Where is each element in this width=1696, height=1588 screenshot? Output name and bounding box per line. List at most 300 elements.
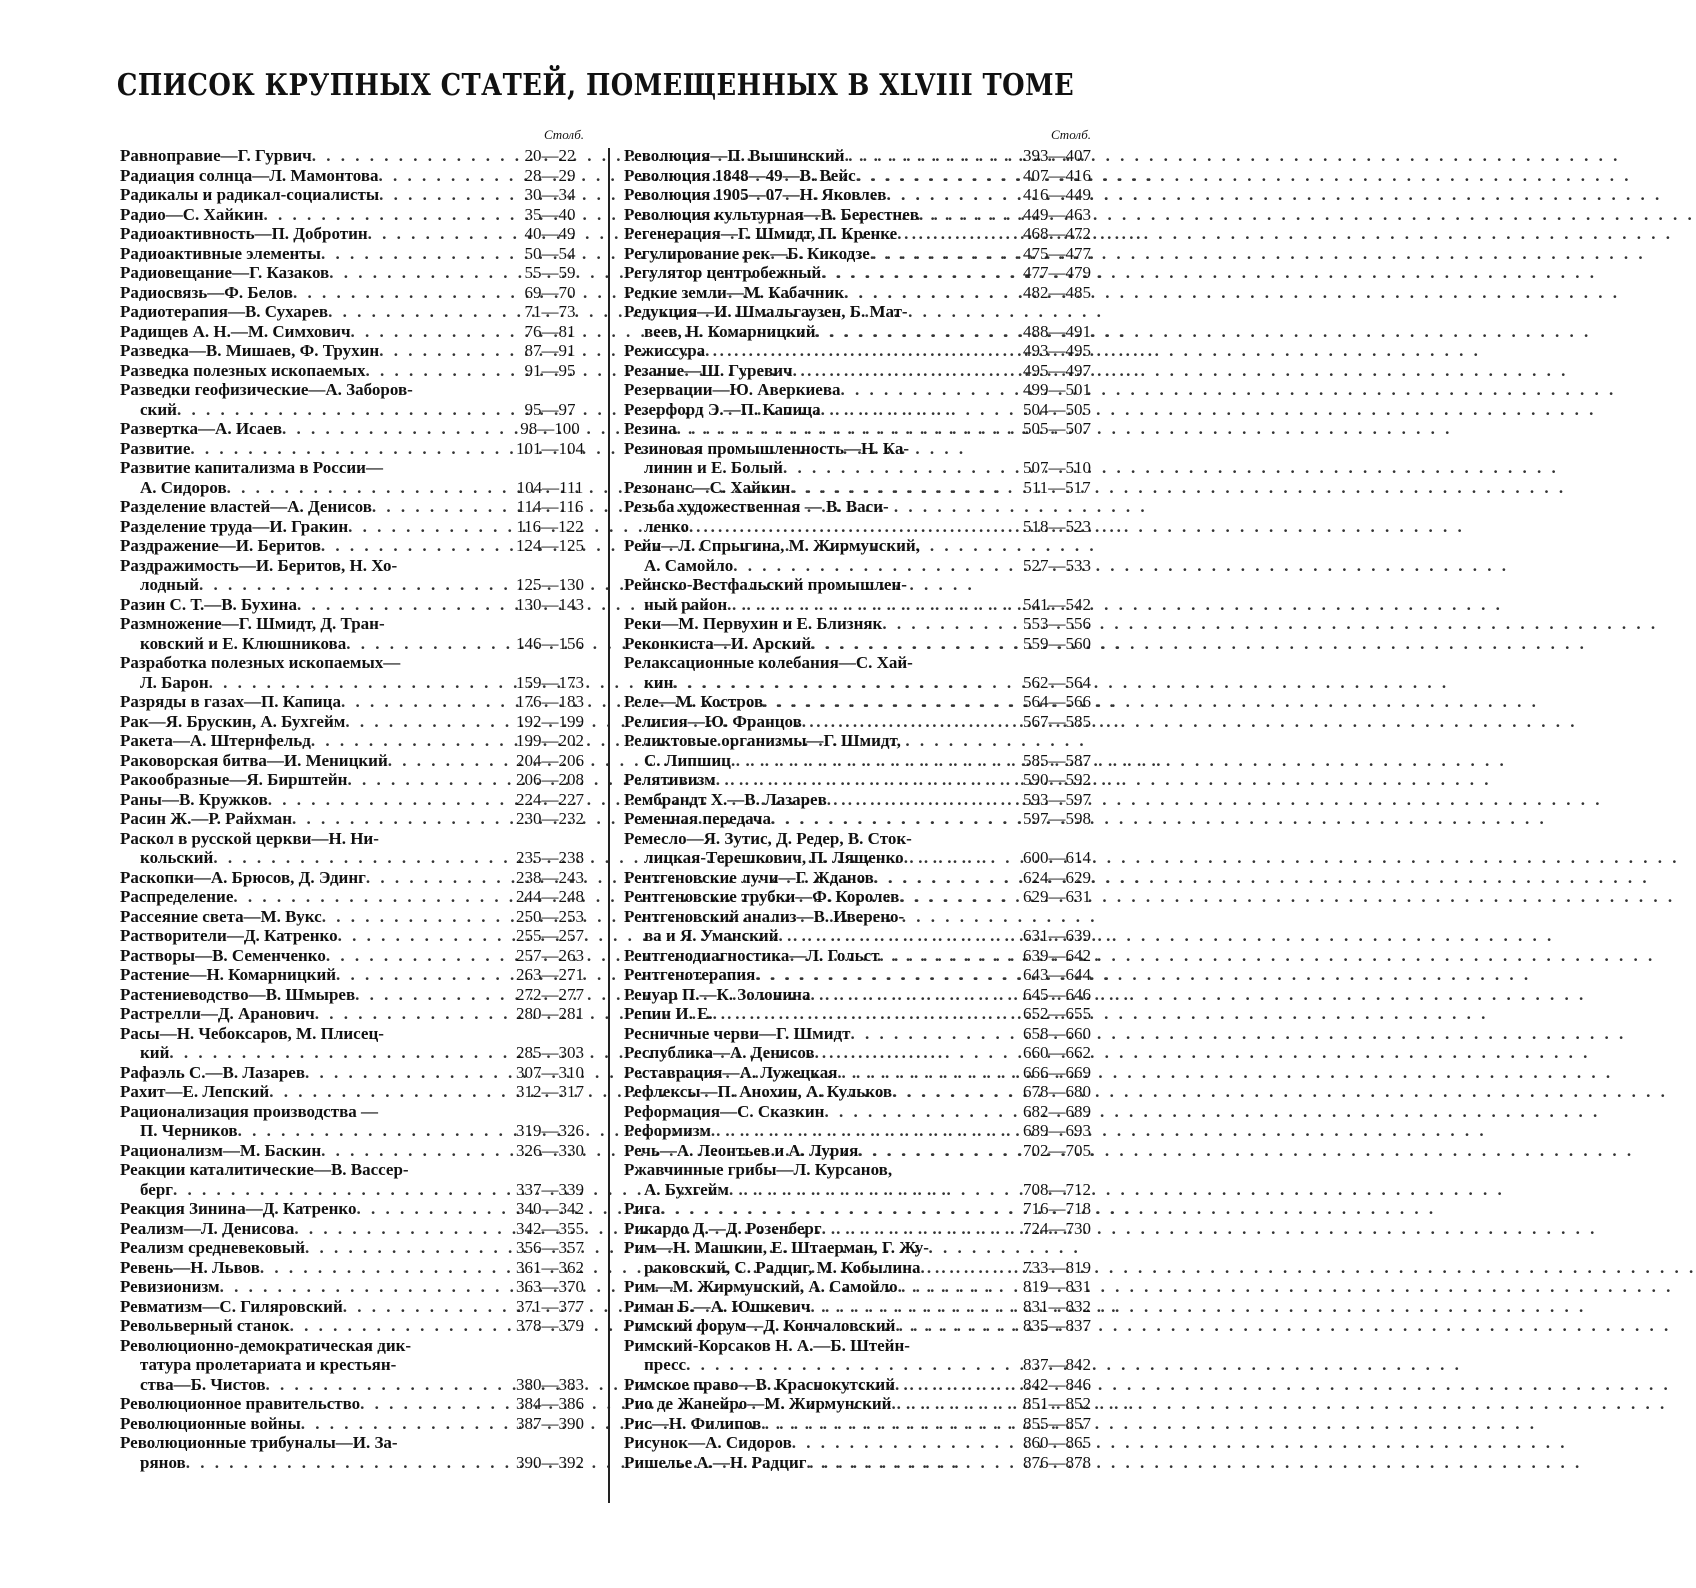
index-entry xyxy=(624,380,1101,400)
entry-pages: 527—533 xyxy=(1023,555,1091,575)
entry-line xyxy=(624,868,1101,888)
leader-dots xyxy=(677,419,1013,439)
entry-title: Рафаэль С.—В. Лазарев xyxy=(120,1062,306,1082)
index-entry xyxy=(624,770,1101,790)
index-entry xyxy=(120,1277,594,1297)
entry-title: Революция 1848—49—В. Вейс xyxy=(624,165,856,185)
leader-dots xyxy=(321,1141,506,1161)
leader-dots xyxy=(338,926,506,946)
entry-line xyxy=(624,926,1101,946)
entry-pages: 40—49 xyxy=(524,224,576,243)
entry-line xyxy=(120,1394,594,1414)
entry-title: Распределение xyxy=(120,887,234,906)
index-entry xyxy=(624,946,1101,966)
entry-title: С. Липшиц xyxy=(644,750,731,770)
leader-dots xyxy=(660,1199,1013,1219)
entry-title: Революционно-демократическая дик- xyxy=(120,1335,412,1355)
entry-pages: 837—842 xyxy=(1023,1355,1091,1374)
entry-line xyxy=(120,1160,594,1180)
index-entry xyxy=(624,224,1101,244)
entry-title: Разделение властей—А. Денисов xyxy=(120,497,372,516)
entry-line xyxy=(624,731,1101,751)
entry-pages: 28—29 xyxy=(524,165,576,185)
entry-line xyxy=(624,497,1101,517)
index-entry xyxy=(120,829,594,868)
entry-title: Революция—П. Вышинский xyxy=(624,146,845,165)
entry-line xyxy=(624,263,1101,283)
index-entry xyxy=(624,302,1101,341)
entry-title: Разряды в газах—П. Капица xyxy=(120,692,341,711)
entry-title: Римское право—В. Краснокутский xyxy=(624,1374,895,1394)
entry-pages: 564—566 xyxy=(1023,692,1091,711)
entry-line xyxy=(120,380,594,400)
entry-line xyxy=(120,439,594,459)
leader-dots xyxy=(824,1102,1013,1122)
entry-line xyxy=(624,653,1101,673)
entry-title: Рентгеновские лучи—Г. Жданов xyxy=(624,867,874,887)
entry-title: Радикалы и радикал-социалисты xyxy=(120,185,380,204)
entry-line xyxy=(120,673,594,693)
entry-pages: 250—253 xyxy=(516,906,584,926)
entry-title: Растворы—В. Семенченко xyxy=(120,945,326,965)
entry-title: Революционные войны xyxy=(120,1413,301,1433)
entry-title: А. Сидоров xyxy=(140,477,227,497)
leader-dots xyxy=(837,1063,1013,1083)
entry-line xyxy=(624,478,1101,498)
index-entry xyxy=(120,907,594,927)
entry-title: Реакции каталитические—В. Вассер- xyxy=(120,1160,409,1179)
entry-line xyxy=(624,1121,1101,1141)
entry-line xyxy=(120,341,594,361)
leader-dots xyxy=(173,1180,506,1200)
leader-dots xyxy=(328,302,506,322)
entry-pages: 125—130 xyxy=(516,575,584,594)
entry-title: Репин И. Е. xyxy=(624,1004,713,1023)
entry-title: А. Самойло xyxy=(644,555,734,575)
leader-dots xyxy=(260,1258,506,1278)
entry-line xyxy=(120,458,594,478)
entry-line xyxy=(120,1199,594,1219)
leader-dots xyxy=(919,205,1013,225)
entry-line xyxy=(120,848,594,868)
entry-line xyxy=(120,166,594,186)
leader-dots xyxy=(733,556,1013,576)
entry-title: Революция культурная—В. Берестнев xyxy=(624,204,919,224)
leader-dots xyxy=(783,458,1013,478)
index-entry xyxy=(624,829,1101,868)
entry-line xyxy=(120,185,594,205)
entry-title: Реакция Зинина—Д. Катренко xyxy=(120,1199,357,1218)
entry-title: Ракообразные—Я. Бирштейн xyxy=(120,770,348,789)
index-entry xyxy=(624,478,1101,498)
index-entry xyxy=(624,1024,1101,1044)
leader-dots xyxy=(315,1004,506,1024)
index-entry xyxy=(120,1316,594,1336)
leader-dots xyxy=(293,283,506,303)
index-entry xyxy=(624,205,1101,225)
entry-pages: 851—852 xyxy=(1023,1394,1091,1413)
entry-line xyxy=(120,1414,594,1434)
entry-line xyxy=(624,1277,1101,1297)
leader-dots xyxy=(379,166,506,186)
entry-title: Революционные трибуналы—И. За- xyxy=(120,1433,398,1452)
entry-pages: 272—277 xyxy=(516,984,584,1004)
entry-line xyxy=(624,400,1101,420)
entry-line xyxy=(624,1297,1101,1317)
index-entry xyxy=(120,1414,594,1434)
entry-line xyxy=(120,965,594,985)
entry-title: Растение—Н. Комарницкий xyxy=(120,965,337,984)
entry-pages: 593—597 xyxy=(1023,789,1091,809)
index-entry xyxy=(624,1004,1101,1024)
entry-pages: 235—238 xyxy=(516,848,584,867)
entry-pages: 682—689 xyxy=(1023,1101,1091,1121)
entry-pages: 30—34 xyxy=(524,185,576,204)
leader-dots xyxy=(322,907,506,927)
index-entry xyxy=(120,1160,594,1199)
leader-dots xyxy=(268,790,506,810)
index-entry xyxy=(624,692,1101,712)
entry-title: Радиотерапия—В. Сухарев xyxy=(120,302,329,321)
index-entry xyxy=(624,1219,1101,1239)
entry-title: Реки—М. Первухин и Е. Близняк xyxy=(624,614,883,633)
right-column xyxy=(624,124,1101,1472)
leader-dots xyxy=(311,731,506,751)
entry-line xyxy=(624,965,1101,985)
entry-title: Революция 1905—07—Н. Яковлев xyxy=(624,185,887,204)
entry-pages: 716—718 xyxy=(1023,1199,1091,1218)
leader-dots xyxy=(763,692,1013,712)
entry-pages: 69—70 xyxy=(524,282,576,302)
entry-title: Режиссура xyxy=(624,341,706,360)
entry-pages: 518—523 xyxy=(1023,516,1091,536)
entry-pages: 624—629 xyxy=(1023,867,1091,887)
entry-pages: 639—642 xyxy=(1023,945,1091,965)
entry-title: Регулирование рек—Б. Кикодзе xyxy=(624,243,870,263)
entry-pages: 835—837 xyxy=(1023,1316,1091,1335)
entry-pages: 361—362 xyxy=(516,1257,584,1277)
entry-pages: 224—227 xyxy=(516,789,584,809)
leader-dots xyxy=(810,985,1013,1005)
entry-pages: 263—271 xyxy=(516,965,584,984)
leader-dots xyxy=(845,146,1013,166)
index-entry xyxy=(120,1238,594,1258)
entry-line xyxy=(624,985,1101,1005)
entry-pages: 76—81 xyxy=(524,321,576,341)
entry-pages: 342—355 xyxy=(516,1218,584,1238)
entry-title: Разведки геофизические—А. Заборов- xyxy=(120,380,413,399)
entry-line xyxy=(120,790,594,810)
entry-title: Резиновая промышленность—Н. Ка- xyxy=(624,438,910,458)
entry-title: Резина xyxy=(624,419,677,438)
index-entry xyxy=(624,1121,1101,1141)
entry-line xyxy=(120,1219,594,1239)
entry-pages: 629—631 xyxy=(1023,887,1091,906)
entry-line xyxy=(120,263,594,283)
leader-dots xyxy=(388,751,506,771)
entry-pages: 553—556 xyxy=(1023,614,1091,633)
entry-line xyxy=(624,322,1101,342)
entry-line xyxy=(624,361,1101,381)
entry-line xyxy=(120,1043,594,1063)
entry-title: Радищев А. Н.—М. Симхович xyxy=(120,321,351,341)
entry-line xyxy=(120,1375,594,1395)
leader-dots xyxy=(856,166,1013,186)
index-entry xyxy=(624,1082,1101,1102)
entry-line xyxy=(624,848,1101,868)
entry-title: Редкие земли—М. Кабачник xyxy=(624,282,845,302)
entry-title: Раковорская битва—И. Меницкий xyxy=(120,750,388,770)
index-entry xyxy=(120,361,594,381)
entry-pages: 643—644 xyxy=(1023,965,1091,984)
index-entry xyxy=(624,809,1101,829)
index-entry xyxy=(120,283,594,303)
index-entry xyxy=(624,868,1101,888)
entry-line xyxy=(624,517,1101,537)
leader-dots xyxy=(360,1394,506,1414)
entry-pages: 860—865 xyxy=(1023,1433,1091,1452)
entry-title: Реализм средневековый xyxy=(120,1238,305,1257)
entry-line xyxy=(624,887,1101,907)
entry-pages: 387—390 xyxy=(516,1413,584,1433)
index-entry xyxy=(624,1043,1101,1063)
entry-title: Регулятор центробежный xyxy=(624,263,822,282)
leader-dots xyxy=(897,224,1013,244)
entry-title: ства—Б. Чистов xyxy=(140,1374,266,1394)
entry-pages: 280—281 xyxy=(516,1004,584,1023)
leader-dots xyxy=(186,1453,506,1473)
index-entry xyxy=(624,1063,1101,1083)
index-entry xyxy=(120,536,594,556)
entry-title: Реликтовые организмы—Г. Шмидт, xyxy=(624,731,901,750)
leader-dots xyxy=(891,1394,1013,1414)
entry-pages: 130—143 xyxy=(516,594,584,614)
entry-line xyxy=(120,595,594,615)
entry-line xyxy=(624,1063,1101,1083)
leader-dots xyxy=(290,1316,506,1336)
entry-title: Рига xyxy=(624,1199,661,1218)
entry-line xyxy=(624,439,1101,459)
leader-dots xyxy=(822,1219,1013,1239)
entry-line xyxy=(120,322,594,342)
entry-pages: 562—564 xyxy=(1023,672,1091,692)
entry-pages: 499—501 xyxy=(1023,380,1091,399)
leader-dots xyxy=(810,1297,1013,1317)
index-entry xyxy=(624,653,1101,692)
column-header-left: Столб. xyxy=(543,127,584,142)
leader-dots xyxy=(321,244,506,264)
entry-pages: 559—560 xyxy=(1023,633,1091,653)
entry-title: Рисунок—А. Сидоров xyxy=(624,1433,792,1452)
entry-title: Рационализм—М. Баскин xyxy=(120,1140,322,1160)
entry-line xyxy=(120,887,594,907)
entry-line xyxy=(624,1355,1101,1375)
index-entry xyxy=(120,458,594,497)
entry-title: Реконкиста—И. Арский xyxy=(624,633,812,653)
entry-line xyxy=(624,770,1101,790)
entry-pages: 319—326 xyxy=(516,1121,584,1140)
entry-title: ленко xyxy=(644,516,689,536)
leader-dots xyxy=(729,1180,1013,1200)
leader-dots xyxy=(301,1414,506,1434)
leader-dots xyxy=(169,1043,506,1063)
leader-dots xyxy=(238,1121,506,1141)
index-entry xyxy=(120,809,594,829)
leader-dots xyxy=(366,361,506,381)
leader-dots xyxy=(844,283,1013,303)
entry-title: кий xyxy=(140,1043,170,1062)
entry-title: Разделение труда—И. Гракин xyxy=(120,516,349,536)
entry-pages: 590—592 xyxy=(1023,770,1091,789)
entry-title: Ревматизм—С. Гиляровский xyxy=(120,1296,343,1316)
entry-title: Рассеяние света—М. Вукс xyxy=(120,906,322,926)
index-entry xyxy=(120,751,594,771)
leader-dots xyxy=(793,361,1013,381)
leader-dots xyxy=(761,1414,1013,1434)
entry-title: Ресничные черви—Г. Шмидт xyxy=(624,1023,851,1043)
index-entry xyxy=(624,536,1101,575)
entry-pages: 380—383 xyxy=(516,1374,584,1394)
entry-line xyxy=(624,1043,1101,1063)
entry-line xyxy=(120,1082,594,1102)
leader-dots xyxy=(348,517,506,537)
entry-line xyxy=(120,712,594,732)
index-entry xyxy=(120,146,594,166)
entry-line xyxy=(120,634,594,654)
leader-dots xyxy=(811,634,1013,654)
entry-title: Ракета—А. Штернфельд xyxy=(120,731,311,750)
entry-title: Размножение—Г. Шмидт, Д. Тран- xyxy=(120,614,385,633)
entry-pages: 449—463 xyxy=(1023,204,1091,224)
leader-dots xyxy=(305,1238,506,1258)
entry-pages: 238—243 xyxy=(516,867,584,887)
entry-line xyxy=(120,1102,594,1122)
entry-line xyxy=(120,1336,594,1356)
index-entry xyxy=(624,790,1101,810)
leader-dots xyxy=(346,634,506,654)
index-entry xyxy=(624,1375,1101,1395)
index-entry xyxy=(120,497,594,517)
entry-line xyxy=(624,146,1101,166)
entry-line xyxy=(120,731,594,751)
entry-pages: 206—208 xyxy=(516,770,584,789)
index-entry xyxy=(120,1394,594,1414)
index-entry xyxy=(624,283,1101,303)
entry-title: Разведка полезных ископаемых xyxy=(120,360,366,380)
entry-pages: 819—831 xyxy=(1023,1277,1091,1296)
entry-pages: 689—693 xyxy=(1023,1121,1091,1140)
leader-dots xyxy=(347,770,506,790)
entry-title: Речь—А. Леонтьев и А. Лурия xyxy=(624,1140,859,1160)
leader-dots xyxy=(779,926,1013,946)
entry-line xyxy=(624,614,1101,634)
entry-line xyxy=(624,1199,1101,1219)
leader-dots xyxy=(874,868,1013,888)
leader-dots xyxy=(806,1453,1013,1473)
entry-line xyxy=(624,1316,1101,1336)
entry-title: Раскопки—А. Брюсов, Д. Эдинг xyxy=(120,867,366,887)
entry-line xyxy=(624,341,1101,361)
index-entry xyxy=(120,244,594,264)
entry-line xyxy=(120,400,594,420)
index-entry xyxy=(624,1336,1101,1375)
entry-title: Рационализация производства — xyxy=(120,1101,378,1121)
index-entry xyxy=(624,1199,1101,1219)
index-entry xyxy=(120,868,594,888)
entry-pages: 356—357 xyxy=(516,1238,584,1257)
index-entry xyxy=(624,1297,1101,1317)
leader-dots xyxy=(368,224,506,244)
leader-dots xyxy=(345,712,506,732)
entry-line xyxy=(120,224,594,244)
leader-dots xyxy=(895,1316,1013,1336)
index-entry xyxy=(120,205,594,225)
entry-title: Рембрандт Х.—В. Лазарев xyxy=(624,789,827,809)
entry-pages: 488—491 xyxy=(1023,321,1091,341)
entry-pages: 101—104 xyxy=(516,438,584,458)
entry-title: кин xyxy=(644,672,674,692)
index-entry xyxy=(624,965,1101,985)
index-entry xyxy=(120,1082,594,1102)
entry-list-left xyxy=(120,146,594,1472)
index-entry xyxy=(624,146,1101,166)
leader-dots xyxy=(792,1433,1013,1453)
leader-dots xyxy=(673,673,1013,693)
entry-line xyxy=(624,1082,1101,1102)
entry-line xyxy=(624,907,1101,927)
entry-pages: 204—206 xyxy=(516,750,584,770)
entry-line xyxy=(624,692,1101,712)
entry-title: Рис—Н. Филипов xyxy=(624,1413,762,1433)
entry-line xyxy=(120,556,594,576)
index-entry xyxy=(120,224,594,244)
entry-title: Римский форум—Д. Кончаловский xyxy=(624,1316,896,1335)
index-entry xyxy=(624,263,1101,283)
entry-title: Радиосвязь—Ф. Белов xyxy=(120,282,293,302)
entry-line xyxy=(120,1180,594,1200)
entry-line xyxy=(624,1160,1101,1180)
entry-title: Разведка—В. Мишаев, Ф. Трухин xyxy=(120,341,380,360)
entry-title: татура пролетариата и крестьян- xyxy=(140,1355,397,1374)
index-entry xyxy=(120,1063,594,1083)
entry-line xyxy=(624,166,1101,186)
leader-dots xyxy=(343,1297,506,1317)
entry-pages: 831—832 xyxy=(1023,1296,1091,1316)
entry-line xyxy=(120,1453,594,1473)
leader-dots xyxy=(326,946,506,966)
leader-dots xyxy=(379,185,506,205)
entry-line xyxy=(624,283,1101,303)
entry-title: Расин Ж.—Р. Райхман xyxy=(120,809,293,828)
index-entry xyxy=(624,361,1101,381)
entry-line xyxy=(624,1238,1101,1258)
entry-line xyxy=(624,302,1101,322)
entry-pages: 159—173 xyxy=(516,672,584,692)
entry-pages: 505—507 xyxy=(1023,419,1091,438)
entry-line xyxy=(624,1141,1101,1161)
leader-dots xyxy=(895,1375,1013,1395)
entry-line xyxy=(120,751,594,771)
entry-title: Реформизм xyxy=(624,1121,711,1140)
leader-dots xyxy=(341,692,506,712)
leader-dots xyxy=(312,146,506,166)
entry-line xyxy=(624,575,1101,595)
entry-pages: 658—660 xyxy=(1023,1023,1091,1043)
entry-line xyxy=(624,595,1101,615)
entry-line xyxy=(624,712,1101,732)
entry-pages: 477—479 xyxy=(1023,263,1091,282)
index-entry xyxy=(624,166,1101,186)
